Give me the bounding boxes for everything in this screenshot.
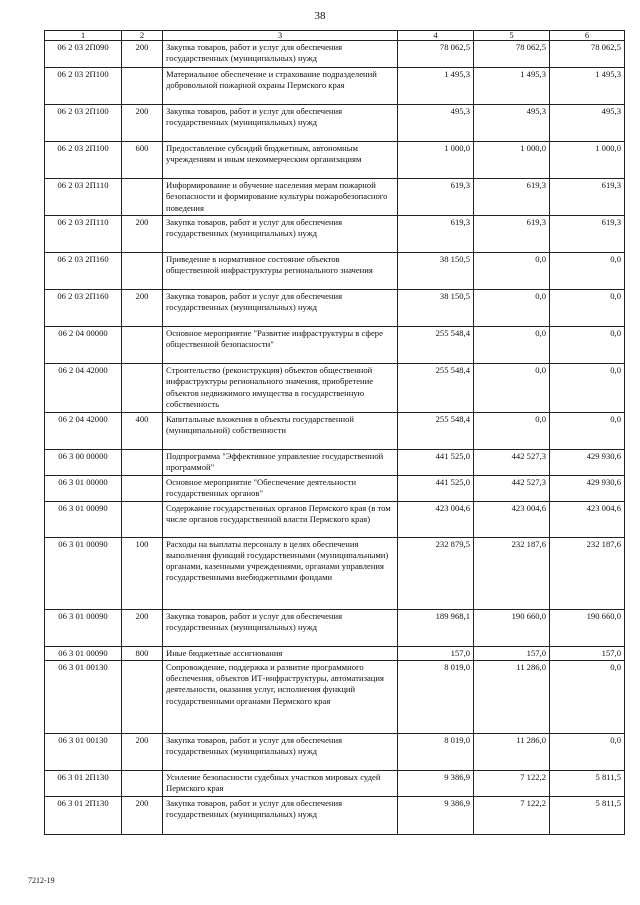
row-expense-type	[122, 660, 163, 733]
table-row	[45, 105, 625, 142]
table-row	[45, 476, 625, 502]
table-row	[45, 450, 625, 476]
row-item-name: Подпрограмма "Эффективное управление государственной программой"	[163, 450, 398, 476]
row-item-name: Закупка товаров, работ и услуг для обеспечения государственных (муниципальных) нужд	[163, 216, 398, 253]
row-value-col5: 7 122,2	[474, 796, 550, 834]
row-value-col5: 232 187,6	[474, 537, 550, 609]
row-item-name: Основное мероприятие "Обеспечение деятельности государственных органов"	[163, 476, 398, 502]
row-code: 06 3 01 00130	[45, 733, 122, 770]
row-expense-type	[122, 476, 163, 502]
row-item-name: Расходы на выплаты персоналу в целях обеспечения выполнения функций государственными (муниципальными) органами, казенными учреждениями, органами управления государственными внебюджетными фондами	[163, 537, 398, 609]
row-value-col4: 157,0	[398, 646, 474, 660]
row-value-col4: 255 548,4	[398, 327, 474, 364]
row-value-col5: 619,3	[474, 179, 550, 216]
row-item-name: Закупка товаров, работ и услуг для обеспечения государственных (муниципальных) нужд	[163, 290, 398, 327]
row-value-col5: 0,0	[474, 413, 550, 450]
row-value-col6: 0,0	[550, 364, 625, 413]
table-row	[45, 327, 625, 364]
row-value-col6: 232 187,6	[550, 537, 625, 609]
row-value-col4: 78 062,5	[398, 41, 474, 68]
row-value-col4: 1 495,3	[398, 68, 474, 105]
row-value-col6: 0,0	[550, 660, 625, 733]
row-value-col4: 8 019,0	[398, 660, 474, 733]
row-code: 06 2 04 00000	[45, 327, 122, 364]
row-value-col5: 495,3	[474, 105, 550, 142]
row-value-col5: 0,0	[474, 327, 550, 364]
table-row	[45, 413, 625, 450]
row-value-col5: 619,3	[474, 216, 550, 253]
column-header-4: 4	[398, 31, 474, 41]
row-value-col6: 429 930,6	[550, 476, 625, 502]
row-item-name: Строительство (реконструкция) объектов общественной инфраструктуры регионального значения, приобретение объектов недвижимого имущества в государственную собственность	[163, 364, 398, 413]
row-expense-type	[122, 364, 163, 413]
row-value-col6: 619,3	[550, 216, 625, 253]
row-item-name: Сопровождение, поддержка и развитие программного обеспечения, объектов ИТ-инфраструктуры, автоматизация деятельности, оказания услуг, исполнения функций государственными органами Пермского края	[163, 660, 398, 733]
row-value-col5: 11 286,0	[474, 733, 550, 770]
row-expense-type	[122, 450, 163, 476]
row-code: 06 2 03 2П110	[45, 216, 122, 253]
row-value-col5: 1 000,0	[474, 142, 550, 179]
row-value-col4: 232 879,5	[398, 537, 474, 609]
row-value-col6: 5 811,5	[550, 770, 625, 796]
row-code: 06 2 03 2П100	[45, 68, 122, 105]
row-expense-type	[122, 179, 163, 216]
row-value-col6: 5 811,5	[550, 796, 625, 834]
row-value-col4: 9 386,9	[398, 796, 474, 834]
row-expense-type: 200	[122, 41, 163, 68]
table-row	[45, 179, 625, 216]
row-value-col6: 0,0	[550, 290, 625, 327]
row-value-col5: 0,0	[474, 290, 550, 327]
row-value-col4: 8 019,0	[398, 733, 474, 770]
row-value-col5: 190 660,0	[474, 609, 550, 646]
row-value-col6: 495,3	[550, 105, 625, 142]
row-code: 06 2 04 42000	[45, 413, 122, 450]
row-value-col5: 442 527,3	[474, 476, 550, 502]
row-item-name: Материальное обеспечение и страхование подразделений добровольной пожарной охраны Пермского края	[163, 68, 398, 105]
column-header-1: 1	[45, 31, 122, 41]
row-value-col5: 423 004,6	[474, 501, 550, 537]
row-value-col5: 0,0	[474, 364, 550, 413]
row-value-col4: 441 525,0	[398, 476, 474, 502]
row-expense-type: 200	[122, 733, 163, 770]
row-value-col4: 619,3	[398, 216, 474, 253]
table-row	[45, 364, 625, 413]
row-expense-type	[122, 501, 163, 537]
row-code: 06 2 04 42000	[45, 364, 122, 413]
table-row	[45, 216, 625, 253]
row-value-col5: 157,0	[474, 646, 550, 660]
row-item-name: Закупка товаров, работ и услуг для обеспечения государственных (муниципальных) нужд	[163, 105, 398, 142]
row-item-name: Закупка товаров, работ и услуг для обеспечения государственных (муниципальных) нужд	[163, 609, 398, 646]
row-value-col6: 0,0	[550, 733, 625, 770]
table-row	[45, 41, 625, 68]
row-expense-type: 800	[122, 646, 163, 660]
column-header-5: 5	[474, 31, 550, 41]
row-item-name: Иные бюджетные ассигнования	[163, 646, 398, 660]
table-row	[45, 537, 625, 609]
row-value-col6: 0,0	[550, 413, 625, 450]
table-row	[45, 796, 625, 834]
row-item-name: Усиление безопасности судебных участков мировых судей Пермского края	[163, 770, 398, 796]
row-value-col4: 9 386,9	[398, 770, 474, 796]
row-value-col4: 423 004,6	[398, 501, 474, 537]
row-expense-type	[122, 253, 163, 290]
row-item-name: Основное мероприятие "Развитие инфраструктуры в сфере общественной безопасности"	[163, 327, 398, 364]
row-value-col5: 0,0	[474, 253, 550, 290]
table-header-row	[45, 31, 625, 41]
row-expense-type	[122, 770, 163, 796]
table-row	[45, 501, 625, 537]
row-value-col4: 255 548,4	[398, 413, 474, 450]
row-value-col4: 619,3	[398, 179, 474, 216]
row-item-name: Содержание государственных органов Пермского края (в том числе органов государственной власти Пермского края)	[163, 501, 398, 537]
row-item-name: Закупка товаров, работ и услуг для обеспечения государственных (муниципальных) нужд	[163, 41, 398, 68]
row-value-col6: 1 000,0	[550, 142, 625, 179]
table-row	[45, 646, 625, 660]
row-value-col4: 189 968,1	[398, 609, 474, 646]
row-value-col5: 7 122,2	[474, 770, 550, 796]
page-number: 38	[314, 10, 326, 22]
row-expense-type: 200	[122, 216, 163, 253]
row-code: 06 3 00 00000	[45, 450, 122, 476]
row-value-col4: 38 150,5	[398, 290, 474, 327]
footer-document-code: 7212-19	[28, 876, 55, 885]
column-header-2: 2	[122, 31, 163, 41]
row-item-name: Капитальные вложения в объекты государственной (муниципальной) собственности	[163, 413, 398, 450]
row-value-col6: 157,0	[550, 646, 625, 660]
row-code: 06 2 03 2П160	[45, 290, 122, 327]
row-code: 06 3 01 00090	[45, 646, 122, 660]
row-code: 06 2 03 2П100	[45, 142, 122, 179]
table-row	[45, 733, 625, 770]
row-code: 06 2 03 2П100	[45, 105, 122, 142]
row-value-col4: 38 150,5	[398, 253, 474, 290]
row-code: 06 3 01 00090	[45, 609, 122, 646]
row-item-name: Закупка товаров, работ и услуг для обеспечения государственных (муниципальных) нужд	[163, 733, 398, 770]
row-value-col6: 619,3	[550, 179, 625, 216]
row-code: 06 3 01 00000	[45, 476, 122, 502]
column-header-6: 6	[550, 31, 625, 41]
table-row	[45, 770, 625, 796]
row-value-col5: 78 062,5	[474, 41, 550, 68]
row-value-col4: 441 525,0	[398, 450, 474, 476]
row-expense-type: 100	[122, 537, 163, 609]
row-code: 06 3 01 2П130	[45, 796, 122, 834]
row-code: 06 3 01 00090	[45, 501, 122, 537]
row-item-name: Предоставление субсидий бюджетным, автономным учреждениям и иным некоммерческим организациям	[163, 142, 398, 179]
row-expense-type: 200	[122, 609, 163, 646]
row-value-col6: 0,0	[550, 327, 625, 364]
row-expense-type	[122, 68, 163, 105]
row-value-col6: 190 660,0	[550, 609, 625, 646]
row-value-col4: 255 548,4	[398, 364, 474, 413]
row-code: 06 2 03 2П110	[45, 179, 122, 216]
row-code: 06 2 03 2П160	[45, 253, 122, 290]
row-item-name: Закупка товаров, работ и услуг для обеспечения государственных (муниципальных) нужд	[163, 796, 398, 834]
row-value-col5: 11 286,0	[474, 660, 550, 733]
row-expense-type: 600	[122, 142, 163, 179]
row-value-col5: 1 495,3	[474, 68, 550, 105]
row-code: 06 3 01 2П130	[45, 770, 122, 796]
row-expense-type: 200	[122, 105, 163, 142]
table-row	[45, 142, 625, 179]
row-item-name: Приведение в нормативное состояние объектов общественной инфраструктуры регионального значения	[163, 253, 398, 290]
row-value-col6: 78 062,5	[550, 41, 625, 68]
row-expense-type: 200	[122, 290, 163, 327]
row-value-col6: 423 004,6	[550, 501, 625, 537]
row-value-col6: 1 495,3	[550, 68, 625, 105]
row-value-col4: 1 000,0	[398, 142, 474, 179]
row-expense-type: 200	[122, 796, 163, 834]
row-code: 06 2 03 2П090	[45, 41, 122, 68]
row-item-name: Информирование и обучение населения мерам пожарной безопасности и формирование культуры пожаробезопасного поведения	[163, 179, 398, 216]
row-value-col4: 495,3	[398, 105, 474, 142]
row-expense-type: 400	[122, 413, 163, 450]
table-row	[45, 68, 625, 105]
row-expense-type	[122, 327, 163, 364]
column-header-3: 3	[163, 31, 398, 41]
table-row	[45, 253, 625, 290]
table-row	[45, 660, 625, 733]
row-value-col6: 429 930,6	[550, 450, 625, 476]
row-value-col5: 442 527,3	[474, 450, 550, 476]
row-code: 06 3 01 00090	[45, 537, 122, 609]
row-code: 06 3 01 00130	[45, 660, 122, 733]
row-value-col6: 0,0	[550, 253, 625, 290]
table-row	[45, 290, 625, 327]
table-row	[45, 609, 625, 646]
budget-table	[44, 30, 625, 835]
